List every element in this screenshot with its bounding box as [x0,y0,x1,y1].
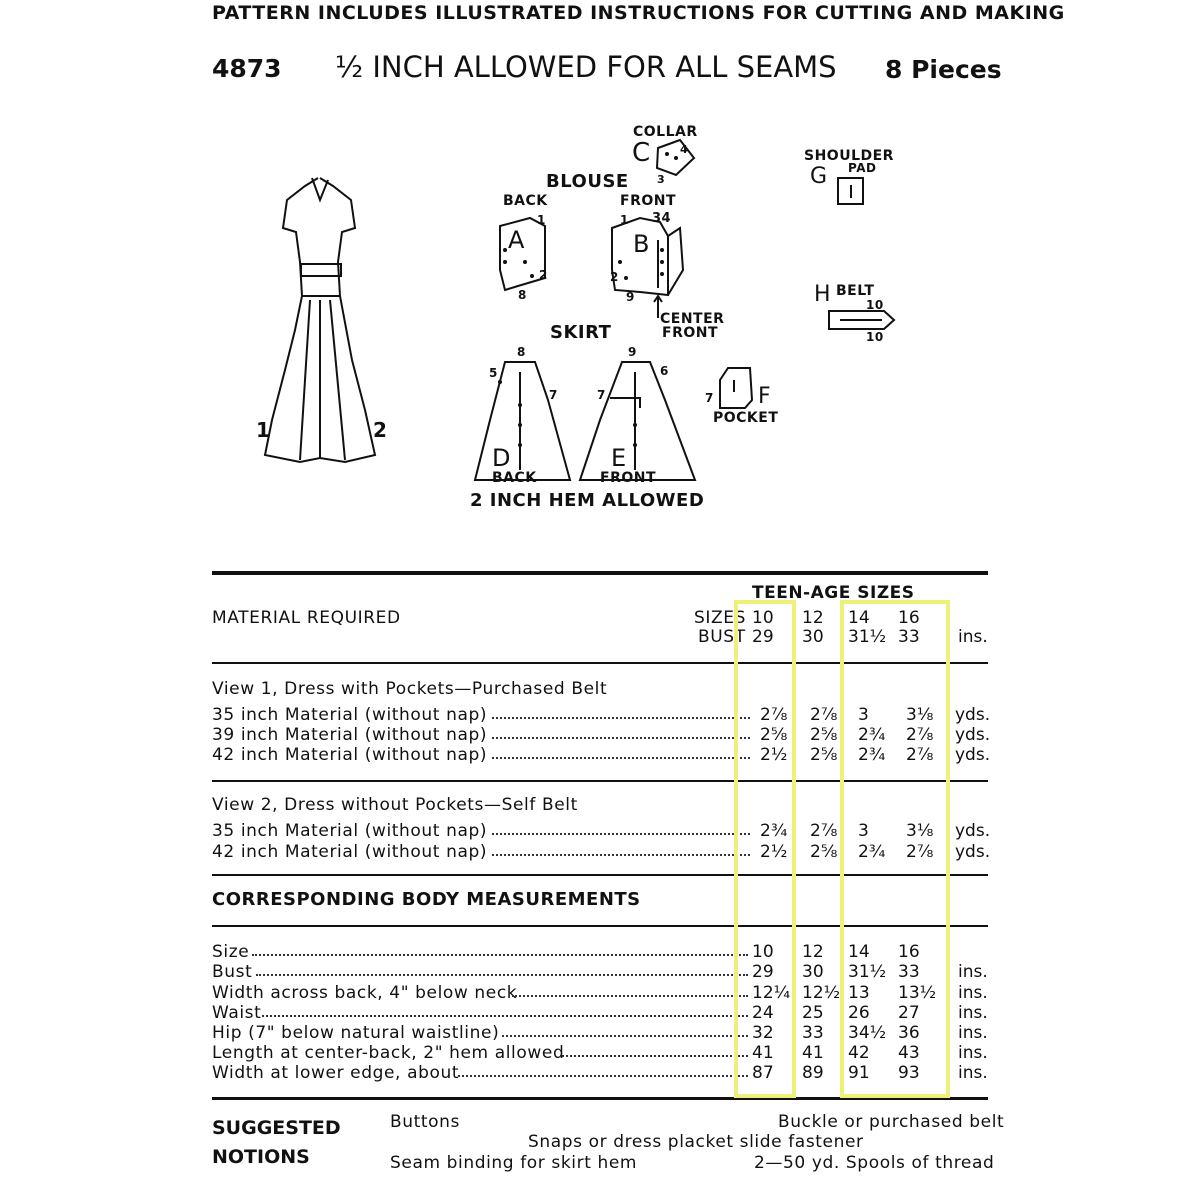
dot-leader [492,757,750,759]
notch-number: 5 [489,366,498,380]
measurement-row-label: Length at center-back, 2" hem allowed [212,1043,565,1063]
dot-leader [458,1075,748,1077]
yardage-cell: 2⅝ [760,725,788,745]
bust-label: BUST [698,627,746,647]
dress-figure-illustration [265,178,375,462]
dot-leader [256,974,748,976]
measurement-cell: 16 [898,942,920,962]
yardage-unit: yds. [955,725,991,745]
bust-cell: 33 [898,627,920,647]
pattern-number: 4873 [212,54,282,83]
measurement-row-label: Width at lower edge, about [212,1063,460,1083]
notions-title-line-2: NOTIONS [212,1146,310,1168]
measurement-unit: ins. [958,983,988,1003]
piece-g-shoulder-pad [838,178,863,204]
measurement-row-label: Width across back, 4" below neck [212,983,518,1003]
yardage-cell: 2½ [760,745,788,765]
measurement-cell: 41 [802,1043,824,1063]
blouse-front-label: FRONT [620,193,677,209]
measurement-cell: 12 [802,942,824,962]
measurement-cell: 89 [802,1063,824,1083]
yardage-cell: 2¾ [760,821,788,841]
size-cell: 16 [898,608,920,628]
piece-count: 8 Pieces [885,55,1002,84]
notch-number: 3 [657,173,666,186]
blouse-back-label: BACK [503,193,548,209]
measurement-unit: ins. [958,1003,988,1023]
belt-label: BELT [836,283,875,299]
measurement-cell: 43 [898,1043,920,1063]
sizes-label: SIZES [694,608,746,628]
piece-g-letter: G [810,164,828,189]
material-row-label: 35 inch Material (without nap) [212,821,488,841]
measurement-cell: 26 [848,1003,870,1023]
material-row-label: 42 inch Material (without nap) [212,745,488,765]
yardage-cell: 2⅝ [810,725,838,745]
yardage-cell: 2⅞ [810,821,838,841]
notch-number: 2 [539,268,548,282]
piece-h-letter: H [814,282,831,307]
measurement-unit: ins. [958,1063,988,1083]
skirt-front-label: FRONT [600,470,657,486]
notch-number: 1 [537,213,546,227]
dot-leader [252,954,748,956]
measurement-cell: 34½ [848,1023,887,1043]
measurement-cell: 32 [752,1023,774,1043]
shoulder-pad-label: SHOULDER [804,148,894,164]
notion-item: Snaps or dress placket slide fastener [528,1132,864,1152]
center-front-label: CENTER [660,311,725,327]
notch-number: 8 [517,345,526,359]
measurement-cell: 42 [848,1043,870,1063]
notion-item: 2—50 yd. Spools of thread [754,1153,995,1173]
material-required-title: MATERIAL REQUIRED [212,608,401,628]
notch-number: 1 [620,213,629,227]
dot-leader [562,1055,748,1057]
notch-number: 4 [680,143,689,156]
yardage-cell: 2½ [760,842,788,862]
blouse-label: BLOUSE [546,171,629,192]
notch-number: 7 [597,388,606,402]
measurement-unit: ins. [958,1023,988,1043]
highlight-box-sizes-14-16 [840,600,950,1098]
dot-leader [262,1015,748,1017]
yardage-cell: 2⅝ [810,745,838,765]
notion-item: Buckle or purchased belt [778,1112,1005,1132]
measurement-unit: ins. [958,1043,988,1063]
measurement-cell: 91 [848,1063,870,1083]
material-row-label: 42 inch Material (without nap) [212,842,488,862]
measurement-cell: 14 [848,942,870,962]
size-cell: 14 [848,608,870,628]
seam-allowance: ½ INCH ALLOWED FOR ALL SEAMS [335,50,837,84]
notion-item: Seam binding for skirt hem [390,1153,638,1173]
measurement-row-label: Hip (7" below natural waistline) [212,1023,500,1043]
measurement-cell: 87 [752,1063,774,1083]
measurement-cell: 25 [802,1003,824,1023]
teen-age-sizes-heading: TEEN-AGE SIZES [752,583,915,603]
dot-leader [492,854,750,856]
yardage-cell: 2⅞ [906,745,934,765]
yardage-cell: 3⅛ [906,821,934,841]
piece-f-letter: F [758,384,771,409]
piece-b-letter: B [633,230,650,258]
dot-leader [492,833,750,835]
size-cell: 12 [802,608,824,628]
yardage-cell: 2⅞ [760,705,788,725]
notch-number: 8 [518,288,527,302]
measurement-cell: 12¼ [752,983,791,1003]
piece-d-letter: D [492,444,511,472]
yardage-cell: 3 [858,821,869,841]
dot-leader [492,737,750,739]
yardage-cell: 2¾ [858,842,886,862]
measurement-cell: 12½ [802,983,841,1003]
bust-unit: ins. [958,627,988,647]
piece-h-belt [829,311,894,329]
bust-cell: 30 [802,627,824,647]
instructions-note: PATTERN INCLUDES ILLUSTRATED INSTRUCTIONS FOR CUTTING AND MAKING [212,2,1065,24]
measurement-cell: 30 [802,962,824,982]
center-front-label-2: FRONT [662,325,719,341]
yardage-cell: 2⅝ [810,842,838,862]
measurement-cell: 36 [898,1023,920,1043]
highlight-box-size-10 [734,600,796,1098]
section-rule [212,571,988,575]
notch-number: 2 [610,270,619,284]
measurement-cell: 31½ [848,962,887,982]
dot-leader [492,717,750,719]
dot-leader [502,1035,748,1037]
material-row-label: 39 inch Material (without nap) [212,725,488,745]
notion-item: Buttons [390,1112,461,1132]
hem-allowance-label: 2 INCH HEM ALLOWED [470,490,705,511]
measurement-cell: 10 [752,942,774,962]
notch-number: 34 [652,211,672,226]
notch-number: 6 [660,364,669,378]
notch-number: 9 [628,345,637,359]
measurement-row-label: Size [212,942,250,962]
measurement-cell: 29 [752,962,774,982]
yardage-cell: 2⅞ [906,842,934,862]
measurement-cell: 24 [752,1003,774,1023]
yardage-unit: yds. [955,821,991,841]
bust-cell: 31½ [848,627,887,647]
yardage-cell: 2¾ [858,725,886,745]
yardage-cell: 3⅛ [906,705,934,725]
measurement-row-label: Bust [212,962,253,982]
measurement-cell: 93 [898,1063,920,1083]
notch-number: 9 [626,290,635,304]
measurement-cell: 13 [848,983,870,1003]
size-cell: 10 [752,608,774,628]
figure-label-view-2: 2 [373,418,387,442]
measurement-row-label: Waist [212,1003,262,1023]
yardage-cell: 2¾ [858,745,886,765]
notch-number: 7 [705,391,714,405]
piece-f-pocket [720,368,752,408]
yardage-unit: yds. [955,705,991,725]
pocket-label: POCKET [713,410,779,426]
yardage-cell: 2⅞ [810,705,838,725]
yardage-unit: yds. [955,842,991,862]
piece-e-letter: E [611,444,627,472]
bust-cell: 29 [752,627,774,647]
yardage-unit: yds. [955,745,991,765]
notch-number: 7 [549,388,558,402]
piece-e-skirt-front [580,362,695,480]
yardage-cell: 3 [858,705,869,725]
dot-leader [512,995,748,997]
material-row-label: 35 inch Material (without nap) [212,705,488,725]
measurement-cell: 27 [898,1003,920,1023]
skirt-label: SKIRT [550,322,612,343]
measurement-cell: 33 [802,1023,824,1043]
collar-piece [657,140,694,175]
measurement-cell: 33 [898,962,920,982]
collar-label: COLLAR [633,124,698,140]
body-measurements-title: CORRESPONDING BODY MEASUREMENTS [212,889,641,910]
skirt-back-label: BACK [492,470,537,486]
view-1-title: View 1, Dress with Pockets—Purchased Belt [212,679,608,699]
notions-title-line-1: SUGGESTED [212,1117,341,1139]
figure-label-view-1: 1 [256,418,270,442]
view-2-title: View 2, Dress without Pockets—Self Belt [212,795,578,815]
piece-a-letter: A [508,226,525,254]
measurement-cell: 41 [752,1043,774,1063]
yardage-cell: 2⅞ [906,725,934,745]
measurement-unit: ins. [958,962,988,982]
measurement-cell: 13½ [898,983,937,1003]
notch-number: 10 [866,330,884,344]
notch-number: 10 [866,298,884,312]
collar-letter: C [632,138,651,168]
pad-label: PAD [848,161,877,175]
